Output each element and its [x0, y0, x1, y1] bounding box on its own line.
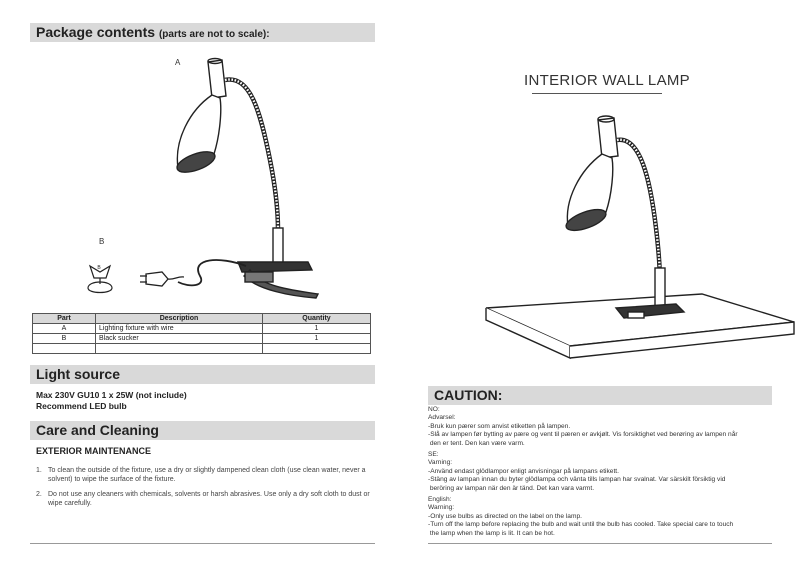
item-number: 1. — [36, 467, 42, 474]
no-label: NO: — [428, 406, 440, 413]
en-line-2: -Turn off the lamp before replacing the bulb and wait until the bulb has cooled. Take special care to touch the lamp when the lamp is lit. It can be hot. — [428, 521, 734, 537]
footer-divider — [428, 543, 772, 544]
caution-title: CAUTION: — [434, 387, 503, 403]
product-title: INTERIOR WALL LAMP — [524, 72, 690, 89]
cell-part: A — [33, 324, 96, 334]
footer-divider — [30, 543, 375, 544]
cell-description: Lighting fixture with wire — [96, 324, 263, 334]
light-source-header — [30, 365, 375, 384]
caution-body — [428, 406, 778, 538]
table-row — [33, 324, 371, 334]
package-contents-header — [30, 23, 375, 42]
care-header — [30, 421, 375, 440]
maintenance-heading: EXTERIOR MAINTENANCE — [36, 446, 152, 456]
lamp-on-shelf-illustration — [480, 108, 800, 374]
en-warning-label: Warning: — [428, 504, 455, 512]
light-spec: Max 230V GU10 1 x 25W (not include) — [36, 390, 187, 400]
light-source-title: Light source — [36, 366, 121, 382]
maintenance-list — [36, 466, 376, 514]
table-row-empty — [33, 344, 371, 354]
care-title: Care and Cleaning — [36, 422, 159, 438]
cell-description: Black sucker — [96, 334, 263, 344]
se-label: SE: — [428, 451, 439, 459]
col-description-header: Description — [96, 314, 263, 324]
item-text: Do not use any cleaners with chemicals, solvents or harsh abrasives. Use only a dry soft cloth to dust or wipe carefully. — [48, 491, 370, 507]
item-number: 2. — [36, 491, 42, 498]
no-warning-label: Advarsel: — [428, 414, 456, 422]
item-text: To clean the outside of the fixture, use a dry or slightly dampened clean cloth (use clean water, never a solvent) to wipe the surface of the fixture. — [48, 467, 366, 483]
col-part-header: Part — [33, 314, 96, 324]
cell-part: B — [33, 334, 96, 344]
caution-header — [428, 386, 772, 405]
cell-quantity: 1 — [263, 334, 371, 344]
list-item — [36, 490, 376, 508]
se-warning-label: Varning: — [428, 459, 453, 467]
table-row — [33, 334, 371, 344]
light-source-text — [36, 390, 187, 412]
part-b-label: B — [99, 237, 105, 246]
no-line-1: -Bruk kun pærer som anvist etiketten på lampen. — [428, 422, 571, 430]
se-line-2: -Stäng av lampan innan du byter glödlampa och vänta tills lampan har svalnat. Var särskilt försiktig vid beröring av lampan när den är tänd. Det kan vara varmt. — [428, 476, 726, 492]
light-recommend: Recommend LED bulb — [36, 401, 127, 411]
en-label: English: — [428, 496, 452, 504]
title-underline — [532, 93, 662, 94]
cell-quantity: 1 — [263, 324, 371, 334]
plug-illustration — [138, 266, 184, 292]
part-a-label: A — [175, 58, 181, 67]
package-note: (parts are not to scale): — [158, 29, 270, 40]
sucker-letter: B — [97, 265, 101, 271]
col-quantity-header: Quantity — [263, 314, 371, 324]
right-page — [400, 0, 800, 565]
sucker-illustration — [84, 258, 116, 296]
no-line-2: -Slå av lampen før bytting av pære og vent til pæren er avkjølt. Vis forsiktighet ved berøring av lampen når den er tent. Den kan være varm. — [428, 431, 738, 447]
parts-table — [32, 313, 371, 354]
se-line-1: -Använd endast glödlampor enligt anvisningar på lampans etikett. — [428, 467, 619, 475]
list-item — [36, 466, 376, 484]
package-title: Package contents — [36, 24, 156, 40]
en-line-1: -Only use bulbs as directed on the label on the lamp. — [428, 512, 582, 520]
